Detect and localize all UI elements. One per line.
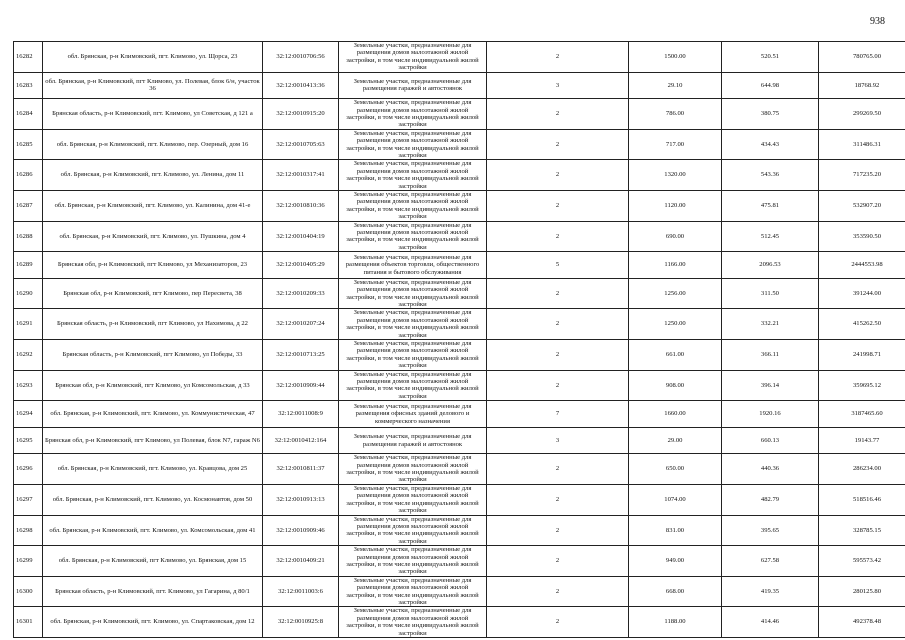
- cadastral-number-cell: 32:12:0011003:6: [263, 576, 339, 607]
- area-cell: 1250.00: [629, 309, 722, 340]
- cadastral-number-cell: 32:12:0011008:9: [263, 401, 339, 428]
- address-cell: обл. Брянская, р-н Климовский, пгт. Климово, ул. Кравцова, дом 25: [43, 454, 263, 485]
- land-use-cell: Земельные участки, предназначенные для размещения гаражей и автостоянок: [339, 427, 487, 454]
- cadastral-value-cell: 280125.80: [819, 576, 905, 607]
- area-cell: 831.00: [629, 515, 722, 546]
- specific-value-cell: 644.98: [722, 72, 819, 99]
- cadastral-value-cell: 532907.20: [819, 191, 905, 222]
- cadastral-value-cell: 359695.12: [819, 370, 905, 401]
- address-cell: обл. Брянская, р-н Климовский, пгт. Климово, ул. Коммунистическая, 47: [43, 401, 263, 428]
- table-row: [14, 221, 905, 252]
- address-cell: Брянская обл, р-н Климовский, пгт Климово, ул Полевая, блок N7, гараж N6: [43, 427, 263, 454]
- cadastral-number-cell: 32:12:0010209:33: [263, 278, 339, 309]
- row-number-cell: 16297: [14, 484, 43, 515]
- area-cell: 949.00: [629, 546, 722, 577]
- land-use-cell: Земельные участки, предназначенные для размещения домов малоэтажной жилой застройки, в том числе индивидуальной жилой застройки: [339, 484, 487, 515]
- land-use-cell: Земельные участки, предназначенные для размещения гаражей и автостоянок: [339, 72, 487, 99]
- specific-value-cell: 520.51: [722, 42, 819, 73]
- cadastral-number-cell: 32:12:0010909:46: [263, 515, 339, 546]
- row-number-cell: 16292: [14, 340, 43, 371]
- row-number-cell: 16285: [14, 129, 43, 160]
- specific-value-cell: 627.58: [722, 546, 819, 577]
- use-group-cell: 2: [487, 278, 629, 309]
- address-cell: обл. Брянская, р-н Климовский, пгт. Климово, ул. Калинина, дом 41-е: [43, 191, 263, 222]
- use-group-cell: 2: [487, 42, 629, 73]
- table-row: [14, 309, 905, 340]
- row-number-cell: 16290: [14, 278, 43, 309]
- cadastral-value-cell: 19143.77: [819, 427, 905, 454]
- land-use-cell: Земельные участки, предназначенные для размещения домов малоэтажной жилой застройки, в том числе индивидуальной жилой застройки: [339, 99, 487, 130]
- land-use-cell: Земельные участки, предназначенные для размещения домов малоэтажной жилой застройки, в том числе индивидуальной жилой застройки: [339, 515, 487, 546]
- specific-value-cell: 1920.16: [722, 401, 819, 428]
- table-row: [14, 72, 905, 99]
- use-group-cell: 2: [487, 99, 629, 130]
- area-cell: 1500.00: [629, 42, 722, 73]
- cadastral-number-cell: 32:12:0010811:37: [263, 454, 339, 485]
- land-use-cell: Земельные участки, предназначенные для размещения домов малоэтажной жилой застройки, в том числе индивидуальной жилой застройки: [339, 340, 487, 371]
- row-number-cell: 16301: [14, 607, 43, 638]
- area-cell: 690.00: [629, 221, 722, 252]
- address-cell: обл. Брянская, р-н Климовский, пгт Климово, ул. Полевая, блок 6/н, участок 36: [43, 72, 263, 99]
- address-cell: Брянская область, р-н Климовский, пгт. Климово, ул Советская, д 121 а: [43, 99, 263, 130]
- cadastral-value-cell: 18768.92: [819, 72, 905, 99]
- cadastral-value-cell: 3187465.60: [819, 401, 905, 428]
- address-cell: обл. Брянская, р-н Климовский, пгт. Климово, ул. Космонавтов, дом 50: [43, 484, 263, 515]
- area-cell: 29.00: [629, 427, 722, 454]
- area-cell: 908.00: [629, 370, 722, 401]
- cadastral-value-cell: 780765.00: [819, 42, 905, 73]
- cadastral-value-cell: 353590.50: [819, 221, 905, 252]
- cadastral-number-cell: 32:12:0010925:8: [263, 607, 339, 638]
- cadastral-number-cell: 32:12:0010405:29: [263, 252, 339, 279]
- row-number-cell: 16293: [14, 370, 43, 401]
- specific-value-cell: 366.11: [722, 340, 819, 371]
- land-registry-table: [13, 41, 905, 638]
- address-cell: обл. Брянская, р-н Климовский, пгт. Климово, пер. Озерный, дом 16: [43, 129, 263, 160]
- cadastral-number-cell: 32:12:0010915:20: [263, 99, 339, 130]
- cadastral-value-cell: 717235.20: [819, 160, 905, 191]
- cadastral-number-cell: 32:12:0010413:36: [263, 72, 339, 99]
- area-cell: 661.00: [629, 340, 722, 371]
- specific-value-cell: 395.65: [722, 515, 819, 546]
- use-group-cell: 2: [487, 607, 629, 638]
- land-use-cell: Земельные участки, предназначенные для размещения офисных зданий делового и коммерческого назначения: [339, 401, 487, 428]
- cadastral-number-cell: 32:12:0010404:19: [263, 221, 339, 252]
- cadastral-number-cell: 32:12:0010705:63: [263, 129, 339, 160]
- cadastral-value-cell: 2444553.98: [819, 252, 905, 279]
- cadastral-number-cell: 32:12:0010207:24: [263, 309, 339, 340]
- table-row: [14, 546, 905, 577]
- specific-value-cell: 475.81: [722, 191, 819, 222]
- table-row: [14, 129, 905, 160]
- use-group-cell: 7: [487, 401, 629, 428]
- table-row: [14, 99, 905, 130]
- land-use-cell: Земельные участки, предназначенные для размещения домов малоэтажной жилой застройки, в том числе индивидуальной жилой застройки: [339, 129, 487, 160]
- address-cell: Брянская обл, р-н Климовский, пгт Климово, пер Пересвета, 38: [43, 278, 263, 309]
- area-cell: 668.00: [629, 576, 722, 607]
- specific-value-cell: 380.75: [722, 99, 819, 130]
- use-group-cell: 2: [487, 221, 629, 252]
- area-cell: 1166.00: [629, 252, 722, 279]
- cadastral-number-cell: 32:12:0010706:56: [263, 42, 339, 73]
- table-row: [14, 454, 905, 485]
- row-number-cell: 16283: [14, 72, 43, 99]
- table-row: [14, 607, 905, 638]
- row-number-cell: 16294: [14, 401, 43, 428]
- cadastral-value-cell: 415262.50: [819, 309, 905, 340]
- area-cell: 1074.00: [629, 484, 722, 515]
- use-group-cell: 2: [487, 370, 629, 401]
- table-row: [14, 160, 905, 191]
- land-use-cell: Земельные участки, предназначенные для размещения домов малоэтажной жилой застройки, в том числе индивидуальной жилой застройки: [339, 160, 487, 191]
- area-cell: 717.00: [629, 129, 722, 160]
- land-use-cell: Земельные участки, предназначенные для размещения домов малоэтажной жилой застройки, в том числе индивидуальной жилой застройки: [339, 454, 487, 485]
- row-number-cell: 16299: [14, 546, 43, 577]
- row-number-cell: 16282: [14, 42, 43, 73]
- table-row: [14, 42, 905, 73]
- cadastral-number-cell: 32:12:0010909:44: [263, 370, 339, 401]
- specific-value-cell: 543.36: [722, 160, 819, 191]
- land-use-cell: Земельные участки, предназначенные для размещения домов малоэтажной жилой застройки, в том числе индивидуальной жилой застройки: [339, 42, 487, 73]
- use-group-cell: 2: [487, 484, 629, 515]
- row-number-cell: 16286: [14, 160, 43, 191]
- cadastral-number-cell: 32:12:0010317:41: [263, 160, 339, 191]
- land-use-cell: Земельные участки, предназначенные для размещения домов малоэтажной жилой застройки, в том числе индивидуальной жилой застройки: [339, 370, 487, 401]
- specific-value-cell: 2096.53: [722, 252, 819, 279]
- cadastral-value-cell: 241998.71: [819, 340, 905, 371]
- address-cell: обл. Брянская, р-н Климовский, пгт. Климово, ул. Комсомольская, дом 41: [43, 515, 263, 546]
- cadastral-number-cell: 32:12:0010810:36: [263, 191, 339, 222]
- cadastral-value-cell: 492378.48: [819, 607, 905, 638]
- table-row: [14, 427, 905, 454]
- specific-value-cell: 311.50: [722, 278, 819, 309]
- table-row: [14, 252, 905, 279]
- address-cell: Брянская область, р-н Климовский, пгт Климово, ул Нахимова, д 22: [43, 309, 263, 340]
- use-group-cell: 2: [487, 546, 629, 577]
- row-number-cell: 16284: [14, 99, 43, 130]
- cadastral-value-cell: 518516.46: [819, 484, 905, 515]
- table-row: [14, 401, 905, 428]
- cadastral-number-cell: 32:12:0010412:164: [263, 427, 339, 454]
- cadastral-number-cell: 32:12:0010713:25: [263, 340, 339, 371]
- area-cell: 1320.00: [629, 160, 722, 191]
- cadastral-number-cell: 32:12:0010913:13: [263, 484, 339, 515]
- address-cell: обл. Брянская, р-н Климовский, пгт. Климово, ул. Ленина, дом 11: [43, 160, 263, 191]
- land-use-cell: Земельные участки, предназначенные для размещения домов малоэтажной жилой застройки, в том числе индивидуальной жилой застройки: [339, 221, 487, 252]
- land-use-cell: Земельные участки, предназначенные для размещения объектов торговли, общественного питания и бытового обслуживания: [339, 252, 487, 279]
- land-use-cell: Земельные участки, предназначенные для размещения домов малоэтажной жилой застройки, в том числе индивидуальной жилой застройки: [339, 546, 487, 577]
- table-row: [14, 576, 905, 607]
- land-use-cell: Земельные участки, предназначенные для размещения домов малоэтажной жилой застройки, в том числе индивидуальной жилой застройки: [339, 607, 487, 638]
- use-group-cell: 3: [487, 427, 629, 454]
- page-number: 938: [870, 16, 885, 27]
- address-cell: обл. Брянская, р-н Климовский, пгт. Климово, ул. Щорса, 23: [43, 42, 263, 73]
- registry-table-body: [14, 42, 905, 638]
- row-number-cell: 16295: [14, 427, 43, 454]
- use-group-cell: 2: [487, 576, 629, 607]
- cadastral-value-cell: 328785.15: [819, 515, 905, 546]
- row-number-cell: 16289: [14, 252, 43, 279]
- area-cell: 29.10: [629, 72, 722, 99]
- specific-value-cell: 396.14: [722, 370, 819, 401]
- area-cell: 1120.00: [629, 191, 722, 222]
- area-cell: 1188.00: [629, 607, 722, 638]
- cadastral-value-cell: 311486.31: [819, 129, 905, 160]
- use-group-cell: 5: [487, 252, 629, 279]
- cadastral-value-cell: 299269.50: [819, 99, 905, 130]
- specific-value-cell: 332.21: [722, 309, 819, 340]
- specific-value-cell: 660.13: [722, 427, 819, 454]
- address-cell: обл. Брянская, р-н Климовский, пгт. Климово, ул. Спартаковская, дом 12: [43, 607, 263, 638]
- specific-value-cell: 440.36: [722, 454, 819, 485]
- row-number-cell: 16296: [14, 454, 43, 485]
- area-cell: 786.00: [629, 99, 722, 130]
- table-row: [14, 515, 905, 546]
- use-group-cell: 2: [487, 309, 629, 340]
- use-group-cell: 2: [487, 129, 629, 160]
- specific-value-cell: 419.35: [722, 576, 819, 607]
- area-cell: 650.00: [629, 454, 722, 485]
- table-row: [14, 278, 905, 309]
- cadastral-value-cell: 595573.42: [819, 546, 905, 577]
- use-group-cell: 3: [487, 72, 629, 99]
- use-group-cell: 2: [487, 160, 629, 191]
- address-cell: Брянская область, р-н Климовский, пгт. Климово, ул Гагарина, д 80/1: [43, 576, 263, 607]
- table-row: [14, 370, 905, 401]
- use-group-cell: 2: [487, 454, 629, 485]
- land-use-cell: Земельные участки, предназначенные для размещения домов малоэтажной жилой застройки, в том числе индивидуальной жилой застройки: [339, 576, 487, 607]
- table-row: [14, 191, 905, 222]
- land-use-cell: Земельные участки, предназначенные для размещения домов малоэтажной жилой застройки, в том числе индивидуальной жилой застройки: [339, 191, 487, 222]
- address-cell: Брянская обл, р-н Климовский, пгт Климово, ул Комсомольская, д 33: [43, 370, 263, 401]
- row-number-cell: 16288: [14, 221, 43, 252]
- specific-value-cell: 512.45: [722, 221, 819, 252]
- specific-value-cell: 482.79: [722, 484, 819, 515]
- address-cell: Брянская обл, р-н Климовский, пгт Климово, ул Механизаторов, 23: [43, 252, 263, 279]
- row-number-cell: 16298: [14, 515, 43, 546]
- specific-value-cell: 434.43: [722, 129, 819, 160]
- table-row: [14, 484, 905, 515]
- cadastral-value-cell: 286234.00: [819, 454, 905, 485]
- address-cell: Брянская область, р-н Климовский, пгт Климово, ул Победы, 33: [43, 340, 263, 371]
- address-cell: обл. Брянская, р-н Климовский, пгт. Климово, ул. Пушкина, дом 4: [43, 221, 263, 252]
- use-group-cell: 2: [487, 191, 629, 222]
- specific-value-cell: 414.46: [722, 607, 819, 638]
- table-row: [14, 340, 905, 371]
- land-use-cell: Земельные участки, предназначенные для размещения домов малоэтажной жилой застройки, в том числе индивидуальной жилой застройки: [339, 309, 487, 340]
- use-group-cell: 2: [487, 340, 629, 371]
- address-cell: обл. Брянская, р-н Климовский, пгт Климово, ул. Брянская, дом 15: [43, 546, 263, 577]
- cadastral-number-cell: 32:12:0010409:21: [263, 546, 339, 577]
- land-use-cell: Земельные участки, предназначенные для размещения домов малоэтажной жилой застройки, в том числе индивидуальной жилой застройки: [339, 278, 487, 309]
- cadastral-value-cell: 391244.00: [819, 278, 905, 309]
- row-number-cell: 16300: [14, 576, 43, 607]
- area-cell: 1660.00: [629, 401, 722, 428]
- row-number-cell: 16291: [14, 309, 43, 340]
- area-cell: 1256.00: [629, 278, 722, 309]
- row-number-cell: 16287: [14, 191, 43, 222]
- use-group-cell: 2: [487, 515, 629, 546]
